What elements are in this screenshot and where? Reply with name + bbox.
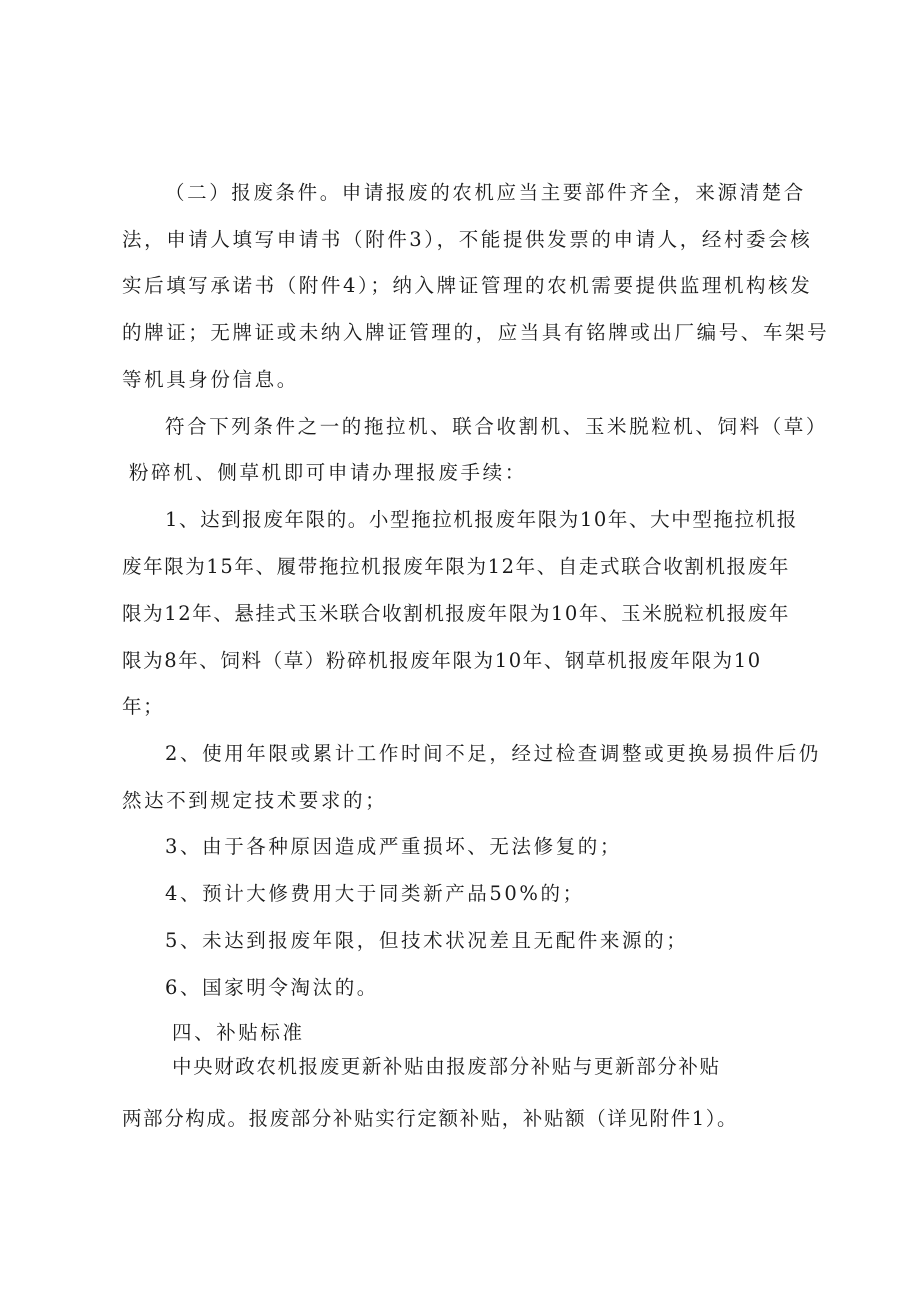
text-line: 粉碎机、侧草机即可申请办理报废手续： <box>129 461 527 484</box>
section-heading: 四、补贴标准 <box>172 1021 305 1044</box>
text-line: 年； <box>122 695 165 718</box>
text-line: 4、预计大修费用大于同类新产品50%的； <box>165 882 585 905</box>
text-line: 1、达到报废年限的。小型拖拉机报废年限为10年、大中型拖拉机报 <box>165 508 798 531</box>
text-line: （二）报废条件。申请报废的农机应当主要部件齐全，来源清楚合 <box>165 181 806 204</box>
text-line: 法，申请人填写申请书（附件3），不能提供发票的申请人，经村委会核 <box>122 228 813 251</box>
text-line: 限为12年、悬挂式玉米联合收割机报废年限为10年、玉米脱粒机报废年 <box>122 602 790 625</box>
text-line: 5、未达到报废年限，但技术状况差且无配件来源的； <box>165 929 689 952</box>
text-line: 限为8年、饲料（草）粉碎机报废年限为10年、钢草机报废年限为10 <box>122 649 762 672</box>
text-line: 然达不到规定技术要求的； <box>122 789 388 812</box>
text-line: 实后填写承诺书（附件4）；纳入牌证管理的农机需要提供监理机构核发 <box>122 274 813 297</box>
text-line: 2、使用年限或累计工作时间不足，经过检查调整或更换易损件后仍 <box>165 742 821 765</box>
text-line: 的牌证；无牌证或未纳入牌证管理的，应当具有铭牌或出厂编号、车架号 <box>122 321 830 344</box>
text-line: 废年限为15年、履带拖拉机报废年限为12年、自走式联合收割机报废年 <box>122 555 790 578</box>
text-line: 3、由于各种原因造成严重损坏、无法修复的； <box>165 835 623 858</box>
text-line: 6、国家明令淘汰的。 <box>165 976 379 999</box>
text-line: 符合下列条件之一的拖拉机、联合收割机、玉米脱粒机、饲料（草） <box>165 415 829 438</box>
text-line: 中央财政农机报废更新补贴由报废部分补贴与更新部分补贴 <box>172 1055 721 1078</box>
text-line: 等机具身份信息。 <box>122 368 299 391</box>
text-line: 两部分构成。报废部分补贴实行定额补贴，补贴额（详见附件1）。 <box>122 1107 739 1130</box>
